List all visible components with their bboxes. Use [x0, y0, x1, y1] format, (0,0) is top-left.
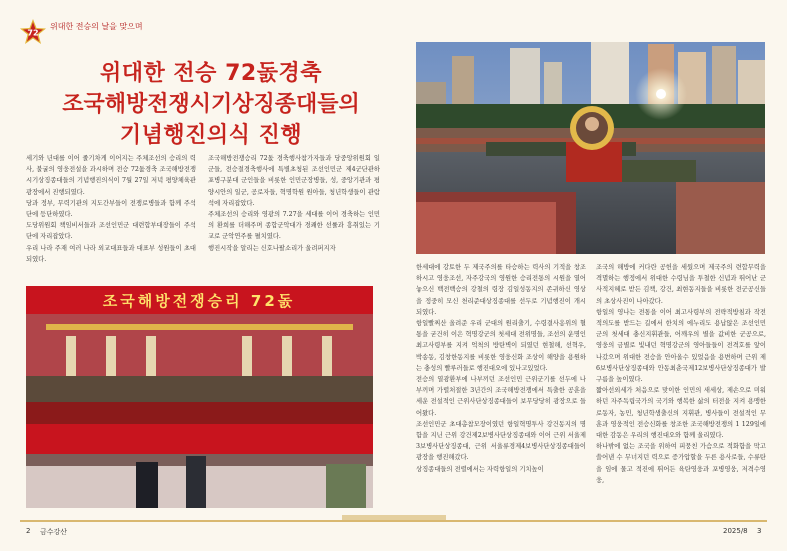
page-number-right: 3 [757, 527, 762, 535]
star-72-logo-icon [18, 18, 48, 46]
issue-label: 2025/8 [723, 527, 748, 535]
title-line-1: 위대한 전승 72돐경축 [100, 61, 322, 86]
title-line-3: 기념행진의식 진행 [119, 123, 303, 148]
stand-banner-text: 조국해방전쟁승리 72돐 [102, 292, 296, 310]
magazine-name: 금수강산 [40, 528, 68, 536]
text-column-2: 조국해방전쟁승리 72돐 경축행사참가자들과 당중앙위원회 일군들, 전승절경축행사에 특별초청된 조선인민군 제4군단관하 포병구분대 군인들을 비롯한 인민군장병들, 성, 중앙기관과 평양시안의 일군, 공로자들, 혁명학원 원아들, 청년학생들이 관람석에 자리잡았다. 주체조선의 승리와 영광의 7.27을 세대를 이어 경축하는 인민의 환희를 더해주며 종합군악대가 경쾌한 선률과 흥취있는 기교로 군악연주를 펼치였다. 행진시작을 알리는 신호나팔소리가 울려퍼지자 [208, 155, 380, 252]
logo-number: 72 [27, 28, 39, 38]
text-column-1: 세기와 년대를 이어 줄기차게 이어지는 주체조선의 승리의 력사, 불굴의 영웅전설을 과시하며 전승 72돐경축 조국해방전쟁시기상징종대들의 기념행진의식이 7월 27일 저녁 평양체육관광장에서 진행되였다. 당과 정부, 무력기관의 지도간부들이 전쟁로병들과 함께 주석단에 등단하였다. 도당위원회 책임비서들과 조선인민군 대련합부대장들이 주석단에 자리잡았다. 우리 나라 주재 여러 나라 외교대표들과 대표부 성원들이 초대되였다. [26, 155, 196, 263]
series-label: 위대한 전승의 날을 맞으며 [50, 22, 143, 31]
article-title [18, 58, 404, 151]
title-line-2: 조국해방전쟁시기상징종대들의 [62, 92, 360, 117]
parade-night-photo [416, 42, 765, 254]
text-column-4: 조국의 해방에 커다란 공헌을 세웠으며 제국주의 련합무력을 격멸하는 행정에서 위대한 수령님을 투철한 신념과 뛰어난 군사적지혜로 받든 김책, 강건, 최현동지들을 비롯한 전군공신들의 초상사진이 나아갔다. 항일의 영나는 전통을 이어 최고사령부의 전략적방침과 작전적의도를 받드는 길에서 한치의 에누리도 용납않은 조선인민군의 첫세대 충신지휘관들, 어깨우의 별을 값비한 군공으로, 영웅의 금별로 빛내던 혁명강군의 영아들들이 전격호를 앞이 나갔으며 위대한 전승을 안아올수 있었음을 용변하며 근위 제6보병사단상징종대와 안동최춘국제12보병사단상징종대가 발구름을 높이였다. 짧아선외세가 처음으로 맞이한 인민의 새세상, 제손으로 미워하던 자주독립국가의 국기와 행복한 삶의 터전을 지켜 용맹한 로동자, 농민, 청년학생출신의 지휘관, 병사들이 전설적인 무훈과 영웅적인 전승신화를 창조한 조국해방전쟁의 1 129일에 대한 감동은 우리의 행진대오와 함께 울리였다. 하나밖에 없는 조국을 위하여 피뭉친 가슴으로 적화함을 막고 쓸어낸 수 무너지던 력으로 증가압할을 두른 용사로들, 수류탄을 임에 물고 적진에 뛰어든 육탄영웅과 포병영웅, 저격수영웅, [596, 264, 766, 484]
reviewing-stand-photo [26, 286, 373, 508]
footer-divider [20, 520, 767, 522]
text-column-3: 한세대에 강토한 두 제국주의를 타승하는 력사의 기적을 창조하시고 영웅조선, 자주강국의 영원한 승리전통의 시원을 열어놓으신 백전백승의 강철의 령장 김일성동지의 존귀하신 영상을 정중히 모신 천리준대상징종대를 선두로 기념행진이 개시되였다. 항일빨찌산 올려준 우리 군대의 원리출기, 수령결사옹위의 혈통을 굳건히 이은 혁명강군의 첫세대 전위명들, 조선의 운명인 최고사령부를 지켜 억척의 방탄벽이 되였던 현철해, 선혁우, 박송동, 김창한동지를 비롯한 영웅신화 조상이 해양을 용원하는 충성의 빨루러들로 행진대오에 있나고있었다. 전승의 열광환부에 나부끼던 조선인민 근위군기를 선두에 나부끼며 가렬처절한 3년간의 조국해방전쟁에서 특출한 공훈을 세운 전설적인 근위사단상징종대들이 보무당당히 광장으로 들어왔다. 조선인민군 초대총참모장이였던 항일혁명투사 강건동지의 명함을 지닌 근위 강건제2보병사단상징종대와 이어 근위 서울제3보병사단상징종대, 근위 서울류경제4보병사단상징종대들이 광장을 행진해갔다. 상징종대들의 전렬에서는 자력항일의 기치높이 [416, 264, 586, 473]
header-bar [0, 0, 787, 44]
page-number-left: 2 [26, 527, 31, 535]
